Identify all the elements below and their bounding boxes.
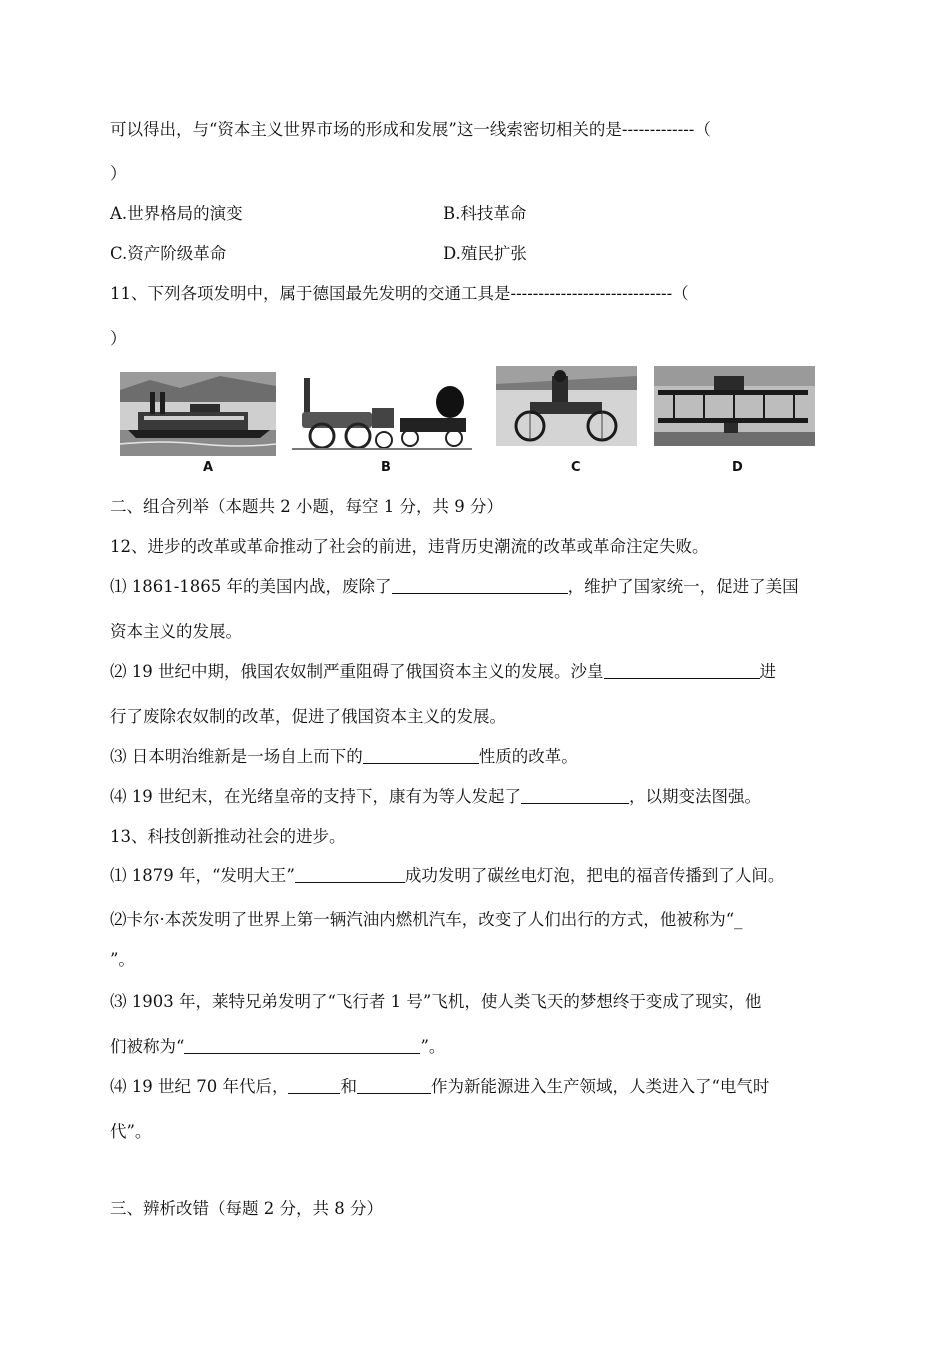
q13-part2-continued: ”。 bbox=[110, 950, 135, 969]
q13-part4-blank-2[interactable] bbox=[357, 1075, 431, 1094]
section3-title: 三、辨析改错（每题 2 分，共 8 分） bbox=[110, 1199, 383, 1218]
section2-title: 二、组合列举（本题共 2 小题，每空 1 分，共 9 分） bbox=[110, 497, 503, 516]
q11-stem: 11、下列各项发明中，属于德国最先发明的交通工具是-----------------------------（ bbox=[110, 284, 689, 303]
q13-stem: 13、科技创新推动社会的进步。 bbox=[110, 827, 346, 846]
q13-part4-text-a: ⑷ 19 世纪 70 年代后， bbox=[110, 1077, 289, 1096]
biplane-image bbox=[654, 366, 815, 446]
q12-part4 bbox=[110, 783, 761, 807]
q13-part4-blank-1[interactable] bbox=[288, 1075, 340, 1094]
q12-part2 bbox=[110, 658, 776, 682]
q12-part2-text-b: 进 bbox=[759, 662, 776, 681]
q13-part2: ⑵卡尔·本茨发明了世界上第一辆汽油内燃机汽车，改变了人们出行的方式，他被称为“_ bbox=[110, 910, 743, 929]
q10-option-d: D.殖民扩张 bbox=[443, 244, 527, 263]
q12-part2-text-a: ⑵ 19 世纪中期，俄国农奴制严重阻碍了俄国资本主义的发展。沙皇 bbox=[110, 662, 604, 681]
q10-option-a: A.世界格局的演变 bbox=[110, 204, 243, 223]
q13-part1 bbox=[110, 862, 784, 886]
q12-part2-continued: 行了废除农奴制的改革，促进了俄国资本主义的发展。 bbox=[110, 707, 506, 726]
image-label-b: B bbox=[381, 460, 391, 475]
q12-part3 bbox=[110, 743, 578, 767]
q13-part3-blank[interactable] bbox=[184, 1035, 420, 1054]
q12-part4-blank[interactable] bbox=[521, 785, 629, 804]
image-label-c: C bbox=[571, 460, 581, 475]
q13-part3-text-b: 们被称为“ bbox=[110, 1037, 185, 1056]
q13-part3: ⑶ 1903 年，莱特兄弟发明了“飞行者 1 号”飞机，使人类飞天的梦想终于变成了现实，他 bbox=[110, 992, 762, 1011]
q12-stem: 12、进步的改革或革命推动了社会的前进，违背历史潮流的改革或革命注定失败。 bbox=[110, 537, 709, 556]
q13-part4-continued: 代”。 bbox=[110, 1122, 152, 1141]
q13-part1-blank[interactable] bbox=[295, 864, 405, 883]
q12-part1-blank[interactable] bbox=[392, 575, 568, 594]
q13-part3-text-c: ”。 bbox=[420, 1037, 446, 1056]
image-label-d: D bbox=[732, 460, 743, 475]
q13-part3-continued bbox=[110, 1033, 445, 1057]
q13-part4-text-c: 作为新能源进入生产领域，人类进入了“电气时 bbox=[430, 1077, 770, 1096]
q12-part1-text-b: ，维护了国家统一，促进了美国 bbox=[567, 577, 799, 596]
q10-option-b: B.科技革命 bbox=[443, 204, 527, 223]
q13-part4-text-b: 和 bbox=[340, 1077, 357, 1096]
q13-part1-text-b: 成功发明了碳丝电灯泡，把电的福音传播到了人间。 bbox=[404, 866, 785, 885]
q12-part1 bbox=[110, 573, 799, 597]
steamboat-image bbox=[120, 372, 276, 456]
q12-part1-continued: 资本主义的发展。 bbox=[110, 622, 242, 641]
q12-part3-blank[interactable] bbox=[363, 745, 479, 764]
q10-stem: 可以得出，与“资本主义世界市场的形成和发展”这一线索密切相关的是-------------（ bbox=[110, 120, 711, 139]
q10-paren-close: ） bbox=[110, 164, 127, 183]
q12-part3-text-a: ⑶ 日本明治维新是一场自上而下的 bbox=[110, 747, 363, 766]
early-automobile-image bbox=[496, 366, 637, 446]
q12-part2-blank[interactable] bbox=[604, 660, 760, 679]
steam-locomotive-image bbox=[292, 372, 472, 456]
q13-part1-text-a: ⑴ 1879 年，“发明大王” bbox=[110, 866, 295, 885]
q13-part4 bbox=[110, 1073, 769, 1097]
q12-part4-text-b: ，以期变法图强。 bbox=[629, 787, 761, 806]
q12-part4-text-a: ⑷ 19 世纪末，在光绪皇帝的支持下，康有为等人发起了 bbox=[110, 787, 521, 806]
q11-paren-close: ） bbox=[110, 329, 127, 348]
q12-part3-text-b: 性质的改革。 bbox=[478, 747, 578, 766]
q10-option-c: C.资产阶级革命 bbox=[110, 244, 227, 263]
q12-part1-text-a: ⑴ 1861-1865 年的美国内战，废除了 bbox=[110, 577, 392, 596]
image-label-a: A bbox=[203, 460, 214, 475]
